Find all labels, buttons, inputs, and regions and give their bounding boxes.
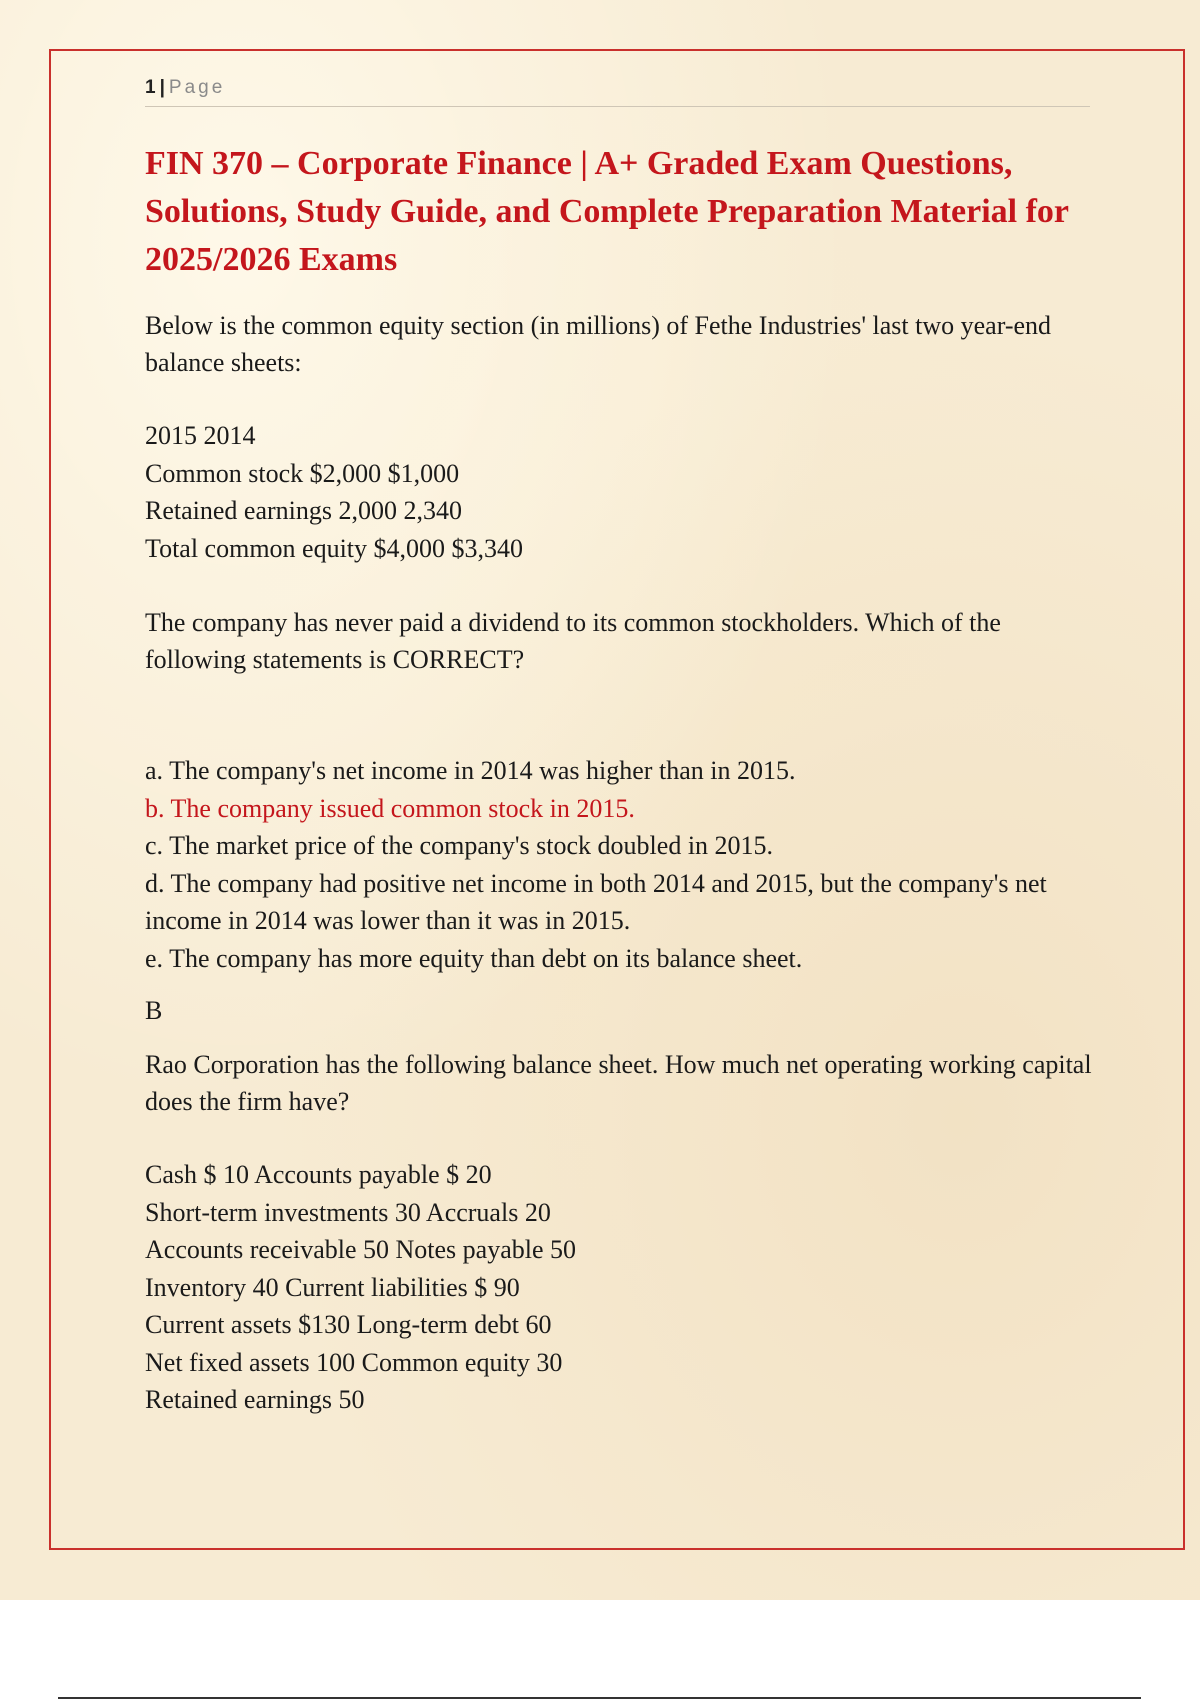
- footer-rule: [58, 1697, 1141, 1699]
- balance-sheet-row: Inventory 40 Current liabilities $ 90: [145, 1272, 520, 1302]
- option-a: a. The company's net income in 2014 was higher than in 2015.: [145, 756, 796, 785]
- page-label: Page: [168, 77, 226, 98]
- balance-sheet: [145, 1156, 1095, 1419]
- balance-sheet-row: Cash $ 10 Accounts payable $ 20: [145, 1160, 492, 1189]
- document-title: FIN 370 – Corporate Finance | A+ Graded Exam Questions, Solutions, Study Guide, and Complete Preparation Material for 2025/2026 Exams: [145, 145, 1069, 278]
- equity-table-header: 2015 2014: [145, 421, 256, 450]
- option-d: d. The company had positive net income in both 2014 and 2015, but the company's net income in 2014 was lower than it was in 2015.: [145, 868, 1047, 935]
- option-b-correct: b. The company issued common stock in 2015.: [145, 793, 635, 823]
- question1-prompt: The company has never paid a dividend to its common stockholders. Which of the following statements is CORRECT?: [145, 608, 1001, 674]
- question2-intro: Rao Corporation has the following balance sheet. How much net operating working capital does the firm have?: [145, 1050, 1092, 1116]
- balance-sheet-row: Retained earnings 50: [145, 1385, 365, 1414]
- page-number: 1: [145, 77, 156, 98]
- option-e: e. The company has more equity than debt on its balance sheet.: [145, 943, 803, 973]
- equity-table-row: Retained earnings 2,000 2,340: [145, 496, 462, 525]
- question1-intro: Below is the common equity section (in millions) of Fethe Industries' last two year-end balance sheets:: [145, 311, 1052, 377]
- question1-answer: B: [145, 996, 163, 1025]
- balance-sheet-row: Accounts receivable 50 Notes payable 50: [145, 1235, 577, 1264]
- equity-table-row: Total common equity $4,000 $3,340: [145, 533, 524, 563]
- option-c: c. The market price of the company's stock doubled in 2015.: [145, 831, 774, 860]
- answer-options: [145, 752, 1095, 977]
- balance-sheet-row: Net fixed assets 100 Common equity 30: [145, 1347, 563, 1377]
- equity-table: [145, 417, 1095, 567]
- page-separator: |: [159, 77, 165, 98]
- document-body: [145, 140, 1095, 1419]
- balance-sheet-row: Short-term investments 30 Accruals 20: [145, 1197, 551, 1227]
- equity-table-row: Common stock $2,000 $1,000: [145, 458, 460, 488]
- balance-sheet-row: Current assets $130 Long-term debt 60: [145, 1310, 552, 1339]
- page-header: [145, 76, 1090, 107]
